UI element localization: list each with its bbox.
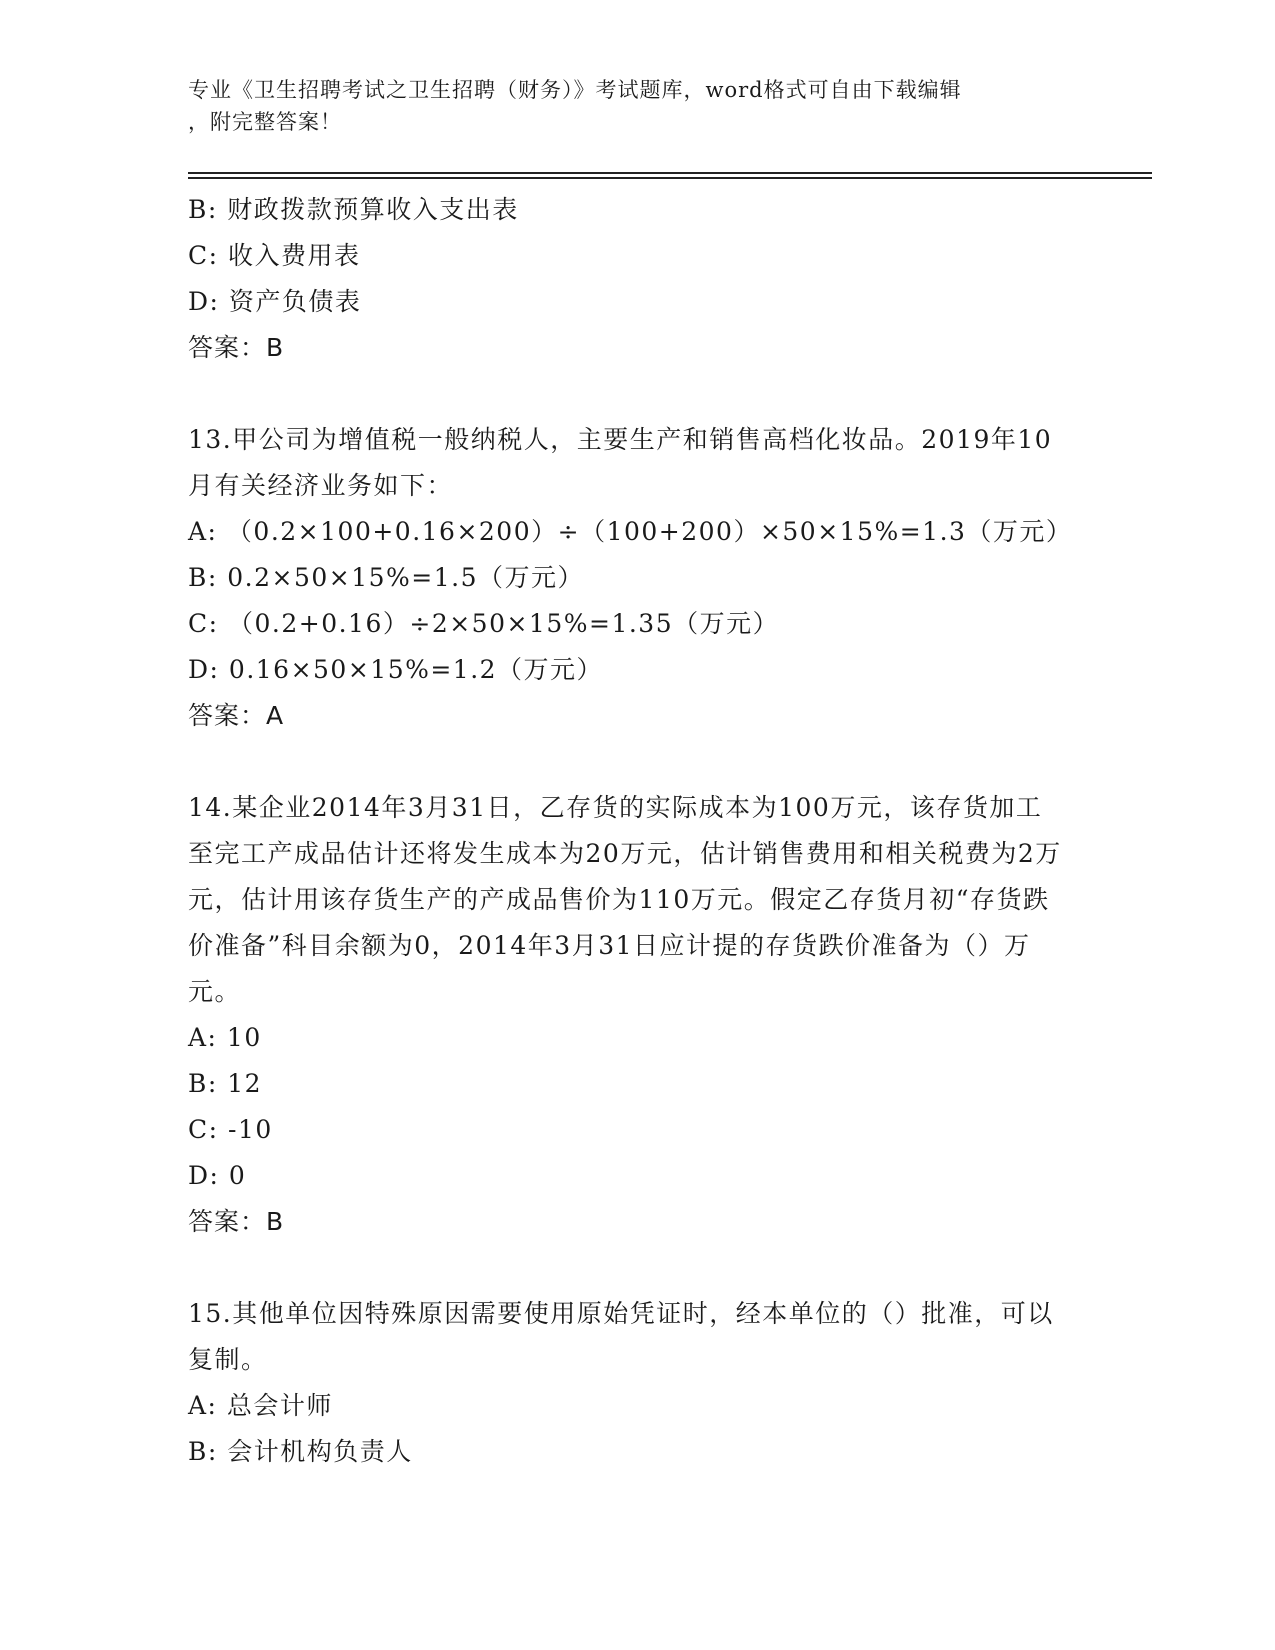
- question-text: 15.其他单位因特殊原因需要使用原始凭证时，经本单位的（）批准，可以复制。: [188, 1299, 1054, 1374]
- question-13: [188, 417, 1088, 739]
- header-rule-top: [188, 172, 1152, 174]
- option-d: D: 0.16×50×15%=1.2（万元）: [188, 655, 604, 684]
- header-line-1: 专业《卫生招聘考试之卫生招聘（财务）》考试题库，word格式可自由下载编辑: [188, 78, 962, 102]
- question-12-continued: [188, 187, 1088, 371]
- option-b: B: 财政拨款预算收入支出表: [188, 195, 519, 224]
- option-b: B: 12: [188, 1069, 263, 1098]
- answer: 答案：A: [188, 701, 285, 730]
- spacer: [188, 739, 1088, 785]
- answer: 答案：B: [188, 1207, 285, 1236]
- option-d: D: 资产负债表: [188, 287, 362, 316]
- question-text: 14.某企业2014年3月31日，乙存货的实际成本为100万元，该存货加工至完工产成品估计还将发生成本为20万元，估计销售费用和相关税费为2万元，估计用该存货生产的产成品售价为110万元。假定乙存货月初“存货跌价准备”科目余额为0，2014年3月31日应计提的存货跌价准备为（）万元。: [188, 793, 1062, 1006]
- spacer: [188, 371, 1088, 417]
- question-text: 13.甲公司为增值税一般纳税人，主要生产和销售高档化妆品。2019年10月有关经济业务如下：: [188, 425, 1053, 500]
- option-c: C: -10: [188, 1115, 273, 1144]
- document-header: [188, 74, 1078, 138]
- question-14: [188, 785, 1088, 1245]
- answer: 答案：B: [188, 333, 285, 362]
- option-c: C: （0.2+0.16）÷2×50×15%=1.35（万元）: [188, 609, 780, 638]
- option-a: A: 10: [188, 1023, 262, 1052]
- question-content: [188, 187, 1088, 1475]
- option-b: B: 会计机构负责人: [188, 1437, 413, 1466]
- question-15: [188, 1291, 1088, 1475]
- option-a: A: 总会计师: [188, 1391, 333, 1420]
- header-line-2: ，附完整答案！: [188, 110, 342, 134]
- option-d: D: 0: [188, 1161, 247, 1190]
- option-a: A: （0.2×100+0.16×200）÷（100+200）×50×15%=1.3（万元）: [188, 517, 1073, 546]
- option-c: C: 收入费用表: [188, 241, 361, 270]
- option-b: B: 0.2×50×15%=1.5（万元）: [188, 563, 584, 592]
- header-rule-bottom: [188, 177, 1152, 179]
- spacer: [188, 1245, 1088, 1291]
